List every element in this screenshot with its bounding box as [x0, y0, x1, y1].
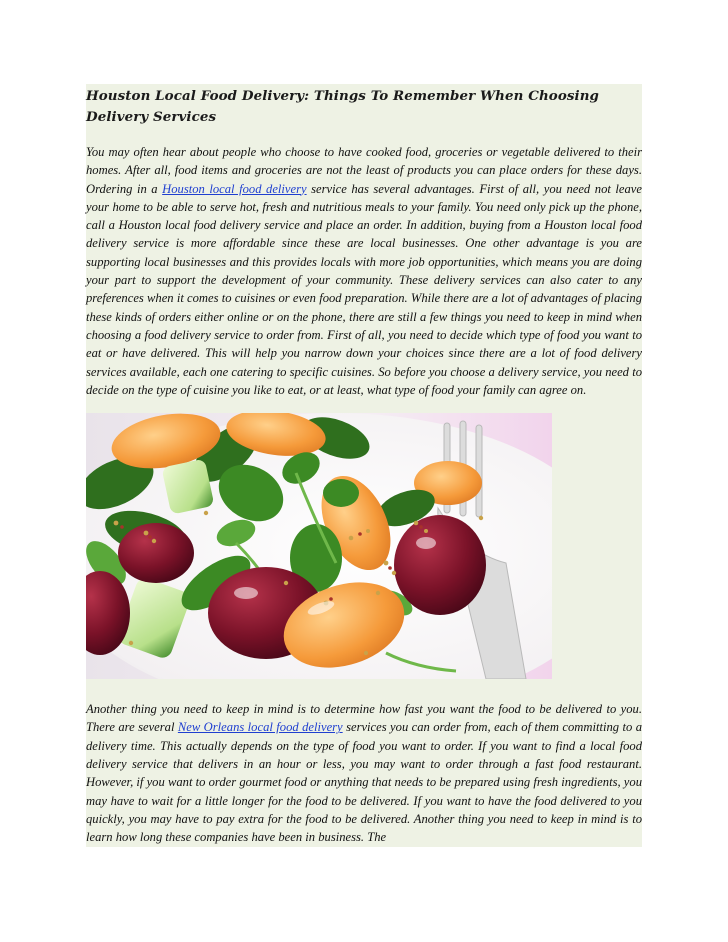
- paragraph-intro: [86, 143, 642, 399]
- paragraph-delivery-speed: [86, 700, 642, 846]
- paragraph-delivery-text-2: services you can order from, each of them committing to a delivery time. This actually depends on the type of food you want to order. If you want to find a local food delivery service that delivers in an hour or less, you may want to order through a fast food restaurant. However, if you want to order gourmet food or anything that needs to be prepared using fresh ingredients, you may have to wait for a little longer for the food to be delivered. If you want to have the food delivered to you quickly, you may have to pay extra for the food to be delivered. Another thing you need to keep in mind is to learn how long these companies have been in business. The: [86, 720, 643, 845]
- houston-local-food-delivery-link[interactable]: Houston local food delivery: [162, 181, 307, 196]
- salad-photo: [86, 413, 552, 679]
- paragraph-delivery-text-1: Another thing you need to keep in mind is to determine how fast you want the food to be delivered to you. There are several: [86, 702, 642, 735]
- article-content: [86, 84, 642, 847]
- section-spacer: [86, 679, 642, 700]
- paragraph-intro-text-2: service has several advantages. First of all, you need not leave your home to be able to serve hot, fresh and nutritious meals to your family. You need only pick up the phone, call a Houston local food delivery service and place an order. In addition, buying from a Houston local food delivery service is more affordable since these are local businesses. One other advantage is you are supporting local businesses and this provides locals with more job opportunities, which means you are doing your part to support the development of your community. These delivery services can also cater to any preferences when it comes to cuisines or even food preparation. While there are a lot of advantages of placing these kinds of orders either online or on the phone, there are still a few things you need to keep in mind when choosing a food delivery service to order from. First of all, you need to decide which type of food you want to eat or have delivered. This will help you narrow down your choices since there are a lot of food delivery services available, each one catering to specific cuisines. So before you choose a delivery service, you need to decide on the type of cuisine you like to eat, or at least, what type of food your family can agree on.: [86, 181, 642, 397]
- new-orleans-local-food-delivery-link[interactable]: New Orleans local food delivery: [177, 720, 343, 735]
- article-title: Houston Local Food Delivery: Things To Remember When Choosing Delivery Services: [86, 88, 599, 125]
- paragraph-intro-text-1: You may often hear about people who choose to have cooked food, groceries or vegetable delivered to their homes. After all, food items and groceries are not the least of products you can place orders for these days. Ordering in a: [86, 145, 642, 196]
